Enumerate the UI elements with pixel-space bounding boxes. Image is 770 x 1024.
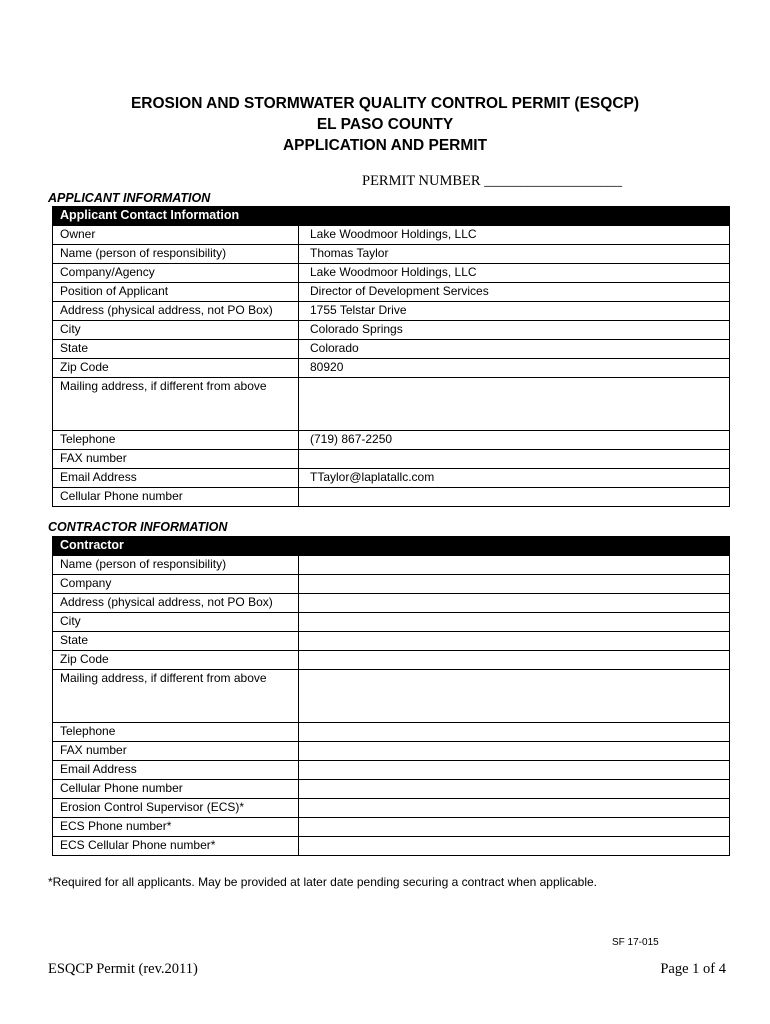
table-row <box>53 302 730 321</box>
table-row <box>53 818 730 837</box>
field-label: Telephone <box>53 431 299 450</box>
field-value[interactable] <box>299 378 730 431</box>
field-label: Zip Code <box>53 359 299 378</box>
table-row <box>53 469 730 488</box>
field-value[interactable] <box>299 780 730 799</box>
form-code: SF 17-015 <box>612 937 659 948</box>
field-label: Mailing address, if different from above <box>53 670 299 723</box>
field-label: ECS Cellular Phone number* <box>53 837 299 856</box>
field-label: Cellular Phone number <box>53 488 299 507</box>
footer-page-number: Page 1 of 4 <box>660 961 726 977</box>
field-label: FAX number <box>53 742 299 761</box>
table-row <box>53 321 730 340</box>
field-label: Company <box>53 575 299 594</box>
field-value[interactable] <box>299 488 730 507</box>
field-label: Cellular Phone number <box>53 780 299 799</box>
table-row <box>53 799 730 818</box>
field-label: Telephone <box>53 723 299 742</box>
table-row <box>53 613 730 632</box>
field-value[interactable] <box>299 450 730 469</box>
field-value[interactable]: TTaylor@laplatallc.com <box>299 469 730 488</box>
table-row <box>53 742 730 761</box>
field-label: State <box>53 340 299 359</box>
field-label: Email Address <box>53 469 299 488</box>
field-value[interactable] <box>299 723 730 742</box>
field-value[interactable]: 80920 <box>299 359 730 378</box>
field-label: Name (person of responsibility) <box>53 556 299 575</box>
field-value[interactable] <box>299 818 730 837</box>
table-row <box>53 431 730 450</box>
required-note: *Required for all applicants. May be provided at later date pending securing a contract when applicable. <box>48 875 597 889</box>
table-row <box>53 723 730 742</box>
field-label: City <box>53 321 299 340</box>
applicant-table <box>52 206 730 507</box>
field-label: Email Address <box>53 761 299 780</box>
field-value[interactable]: Lake Woodmoor Holdings, LLC <box>299 226 730 245</box>
field-value[interactable] <box>299 761 730 780</box>
field-value[interactable] <box>299 613 730 632</box>
footer-form-revision: ESQCP Permit (rev.2011) <box>48 961 198 977</box>
contractor-table <box>52 536 730 856</box>
field-label: State <box>53 632 299 651</box>
table-row <box>53 340 730 359</box>
table-row <box>53 359 730 378</box>
table-row <box>53 670 730 723</box>
table-row <box>53 245 730 264</box>
document-title: EROSION AND STORMWATER QUALITY CONTROL PERMIT (ESQCP) <box>130 95 640 112</box>
field-value[interactable]: Director of Development Services <box>299 283 730 302</box>
table-row <box>53 556 730 575</box>
applicant-section-title: APPLICANT INFORMATION <box>48 191 211 205</box>
field-label: Erosion Control Supervisor (ECS)* <box>53 799 299 818</box>
field-value[interactable] <box>299 575 730 594</box>
table-row <box>53 761 730 780</box>
table-row <box>53 837 730 856</box>
table-row <box>53 575 730 594</box>
field-label: Company/Agency <box>53 264 299 283</box>
field-label: FAX number <box>53 450 299 469</box>
field-label: Zip Code <box>53 651 299 670</box>
table-row <box>53 780 730 799</box>
field-value[interactable]: (719) 867-2250 <box>299 431 730 450</box>
field-label: Mailing address, if different from above <box>53 378 299 431</box>
table-row <box>53 450 730 469</box>
table-row <box>53 651 730 670</box>
field-label: Address (physical address, not PO Box) <box>53 302 299 321</box>
field-value[interactable]: Colorado Springs <box>299 321 730 340</box>
table-row <box>53 594 730 613</box>
field-value[interactable] <box>299 742 730 761</box>
field-value[interactable] <box>299 670 730 723</box>
table-row <box>53 283 730 302</box>
document-subtitle-type: APPLICATION AND PERMIT <box>282 137 488 154</box>
field-label: ECS Phone number* <box>53 818 299 837</box>
field-label: City <box>53 613 299 632</box>
field-value[interactable] <box>299 632 730 651</box>
field-value[interactable]: Thomas Taylor <box>299 245 730 264</box>
field-value[interactable]: Colorado <box>299 340 730 359</box>
document-subtitle-county: EL PASO COUNTY <box>316 116 454 133</box>
table-row <box>53 264 730 283</box>
field-value[interactable]: Lake Woodmoor Holdings, LLC <box>299 264 730 283</box>
field-label: Position of Applicant <box>53 283 299 302</box>
applicant-table-header: Applicant Contact Information <box>53 207 730 226</box>
table-row <box>53 632 730 651</box>
field-value[interactable] <box>299 837 730 856</box>
contractor-table-header: Contractor <box>53 537 730 556</box>
field-label: Address (physical address, not PO Box) <box>53 594 299 613</box>
field-label: Name (person of responsibility) <box>53 245 299 264</box>
table-row <box>53 226 730 245</box>
contractor-section-title: CONTRACTOR INFORMATION <box>48 520 228 534</box>
table-row <box>53 488 730 507</box>
field-label: Owner <box>53 226 299 245</box>
field-value[interactable] <box>299 556 730 575</box>
field-value[interactable] <box>299 799 730 818</box>
permit-number-field[interactable]: PERMIT NUMBER ___________________ <box>362 173 622 189</box>
table-row <box>53 378 730 431</box>
field-value[interactable] <box>299 651 730 670</box>
field-value[interactable] <box>299 594 730 613</box>
field-value[interactable]: 1755 Telstar Drive <box>299 302 730 321</box>
